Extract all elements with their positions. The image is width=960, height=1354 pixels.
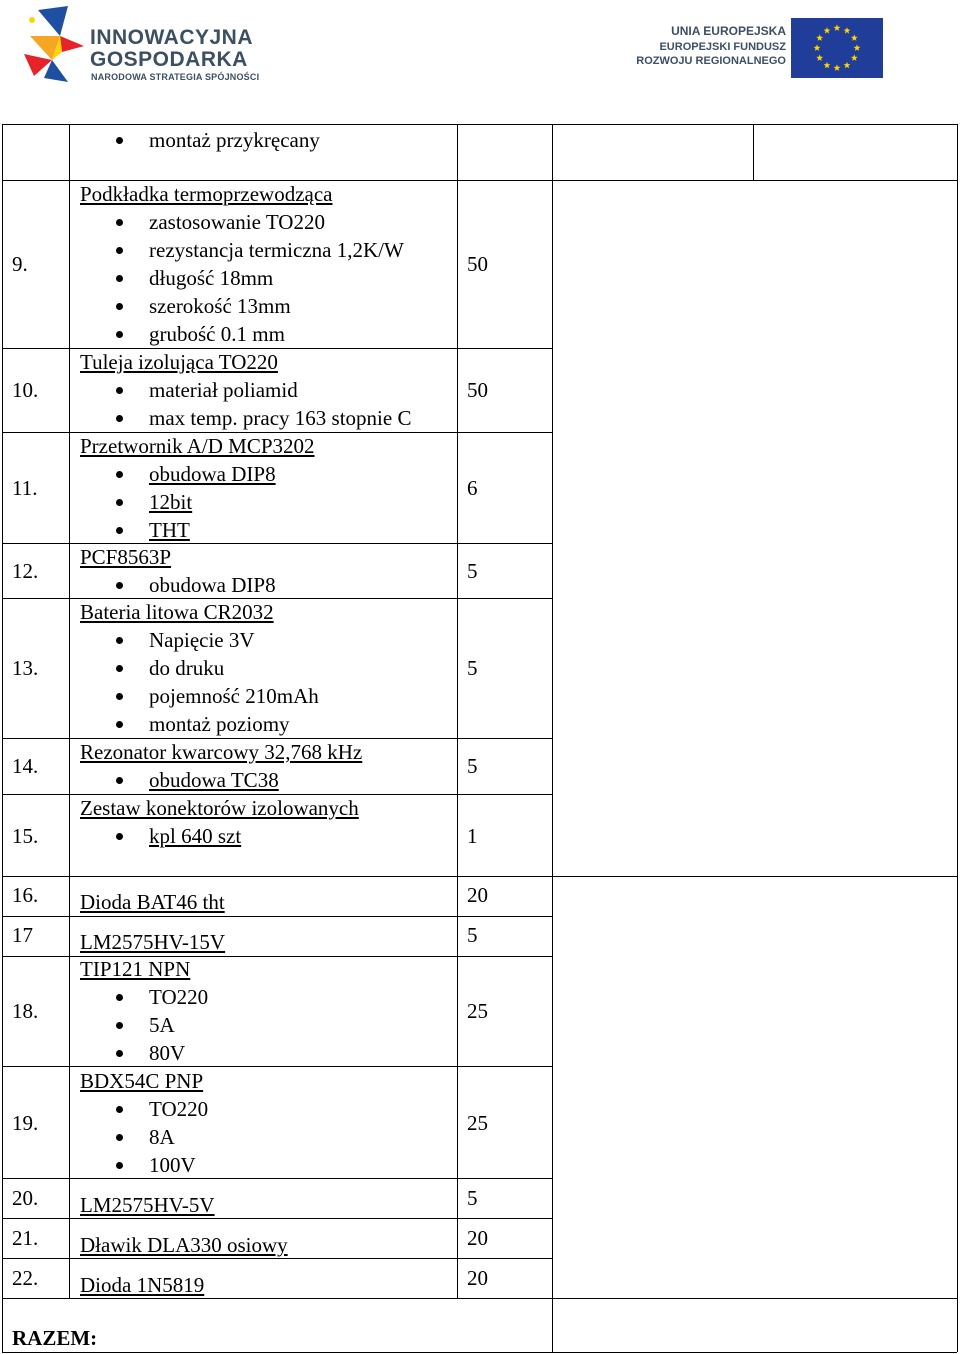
- item-spec: 12bit: [149, 490, 193, 514]
- item-quantity: 25: [467, 999, 488, 1023]
- total-label: RAZEM:: [12, 1326, 98, 1350]
- item-spec: materiał poliamid: [149, 378, 298, 402]
- list-item: [79, 404, 411, 432]
- item-spec: pojemność 210mAh: [149, 684, 319, 708]
- list-item: [79, 292, 291, 320]
- logo-line-1: INNOWACYJNA: [90, 26, 254, 49]
- list-item: [79, 460, 276, 488]
- item-quantity: 50: [467, 378, 488, 402]
- item-name: Tuleja izolująca TO220: [80, 350, 278, 374]
- item-name: TIP121 NPN: [80, 957, 191, 981]
- item-spec: THT: [149, 518, 190, 542]
- row-number: 11.: [12, 476, 38, 500]
- list-item: [79, 822, 241, 850]
- item-quantity: 5: [467, 559, 478, 583]
- list-item: [79, 320, 285, 348]
- item-spec: obudowa DIP8: [149, 573, 276, 597]
- row-number: 9.: [12, 252, 28, 276]
- table-rule: [69, 124, 70, 1298]
- table-rule: [2, 124, 3, 1352]
- row-number: 13.: [12, 656, 39, 680]
- list-item: [79, 1123, 175, 1151]
- item-spec: TO220: [149, 1097, 209, 1121]
- item-quantity: 1: [467, 824, 478, 848]
- item-spec: rezystancja termiczna 1,2K/W: [149, 238, 404, 262]
- row-number: 18.: [12, 999, 39, 1023]
- list-item: [79, 488, 192, 516]
- table-rule: [457, 124, 458, 1298]
- item-quantity: 25: [467, 1111, 488, 1135]
- table-rule: [2, 1352, 957, 1353]
- item-spec: 80V: [149, 1041, 186, 1065]
- item-spec: szerokość 13mm: [149, 294, 291, 318]
- list-item: [79, 654, 224, 682]
- eu-logo-line-1: UNIA EUROPEJSKA: [671, 24, 786, 38]
- item-name: LM2575HV-5V: [80, 1193, 215, 1217]
- list-item: [79, 983, 208, 1011]
- row-number: 10.: [12, 378, 39, 402]
- item-spec: zastosowanie TO220: [149, 210, 325, 234]
- row-number: 22.: [12, 1266, 39, 1290]
- row-number: 19.: [12, 1111, 39, 1135]
- item-name: Rezonator kwarcowy 32,768 kHz: [80, 740, 363, 764]
- item-name: Dioda BAT46 tht: [80, 890, 225, 914]
- row-number: 17: [12, 923, 33, 947]
- item-quantity: 20: [467, 1226, 488, 1250]
- list-item: [79, 710, 290, 738]
- item-spec: obudowa DIP8: [149, 462, 276, 486]
- table-rule: [2, 876, 957, 877]
- item-spec: montaż poziomy: [149, 712, 290, 736]
- item-quantity: 5: [467, 923, 478, 947]
- item-name: Dioda 1N5819: [80, 1273, 205, 1297]
- item-spec: Napięcie 3V: [149, 628, 255, 652]
- list-item: [79, 766, 279, 794]
- item-spec: do druku: [149, 656, 225, 680]
- table-rule: [753, 124, 754, 180]
- item-quantity: 5: [467, 754, 478, 778]
- list-item: [79, 126, 320, 154]
- list-item: [79, 376, 298, 404]
- row-number: 21.: [12, 1226, 39, 1250]
- item-name: BDX54C PNP: [80, 1069, 204, 1093]
- table-rule: [2, 916, 552, 917]
- row-number: 14.: [12, 754, 39, 778]
- item-quantity: 5: [467, 1186, 478, 1210]
- row-number: 20.: [12, 1186, 39, 1210]
- list-item: [79, 1011, 175, 1039]
- table-rule: [957, 124, 958, 1352]
- list-item: [79, 236, 404, 264]
- item-spec: obudowa TC38: [149, 768, 279, 792]
- item-quantity: 6: [467, 476, 478, 500]
- item-quantity: 5: [467, 656, 478, 680]
- item-quantity: 20: [467, 883, 488, 907]
- item-name: Zestaw konektorów izolowanych: [80, 796, 359, 820]
- list-item: [79, 1095, 208, 1123]
- row-number: 12.: [12, 559, 39, 583]
- list-item: [79, 264, 273, 292]
- table-rule: [552, 124, 553, 1352]
- list-item: [79, 626, 255, 654]
- item-spec: 100V: [149, 1153, 196, 1177]
- item-spec: montaż przykręcany: [149, 128, 320, 152]
- item-name: Bateria litowa CR2032: [80, 600, 274, 624]
- item-spec: kpl 640 szt: [149, 824, 242, 848]
- row-number: 15.: [12, 824, 39, 848]
- logo-line-3: NARODOWA STRATEGIA SPÓJNOŚCI: [91, 72, 260, 82]
- item-spec: max temp. pracy 163 stopnie C: [149, 406, 412, 430]
- item-name: PCF8563P: [80, 545, 172, 569]
- item-spec: 8A: [149, 1125, 175, 1149]
- item-spec: TO220: [149, 985, 209, 1009]
- logo-line-2: GOSPODARKA: [90, 48, 248, 71]
- list-item: [79, 682, 319, 710]
- eu-logo-line-3: ROZWOJU REGIONALNEGO: [636, 55, 786, 67]
- list-item: [79, 571, 276, 599]
- list-item: [79, 516, 190, 544]
- list-item: [79, 1151, 196, 1179]
- item-spec: grubość 0.1 mm: [149, 322, 285, 346]
- list-item: [79, 208, 325, 236]
- list-item: [79, 1039, 185, 1067]
- item-name: Dławik DLA330 osiowy: [80, 1233, 288, 1257]
- row-number: 16.: [12, 883, 39, 907]
- item-name: Przetwornik A/D MCP3202: [80, 434, 315, 458]
- item-quantity: 50: [467, 252, 488, 276]
- item-quantity: 20: [467, 1266, 488, 1290]
- item-name: Podkładka termoprzewodząca: [80, 182, 333, 206]
- item-spec: 5A: [149, 1013, 175, 1037]
- table-rule: [2, 124, 957, 125]
- eu-logo-line-2: EUROPEJSKI FUNDUSZ: [659, 41, 786, 53]
- item-spec: długość 18mm: [149, 266, 274, 290]
- item-name: LM2575HV-15V: [80, 930, 226, 954]
